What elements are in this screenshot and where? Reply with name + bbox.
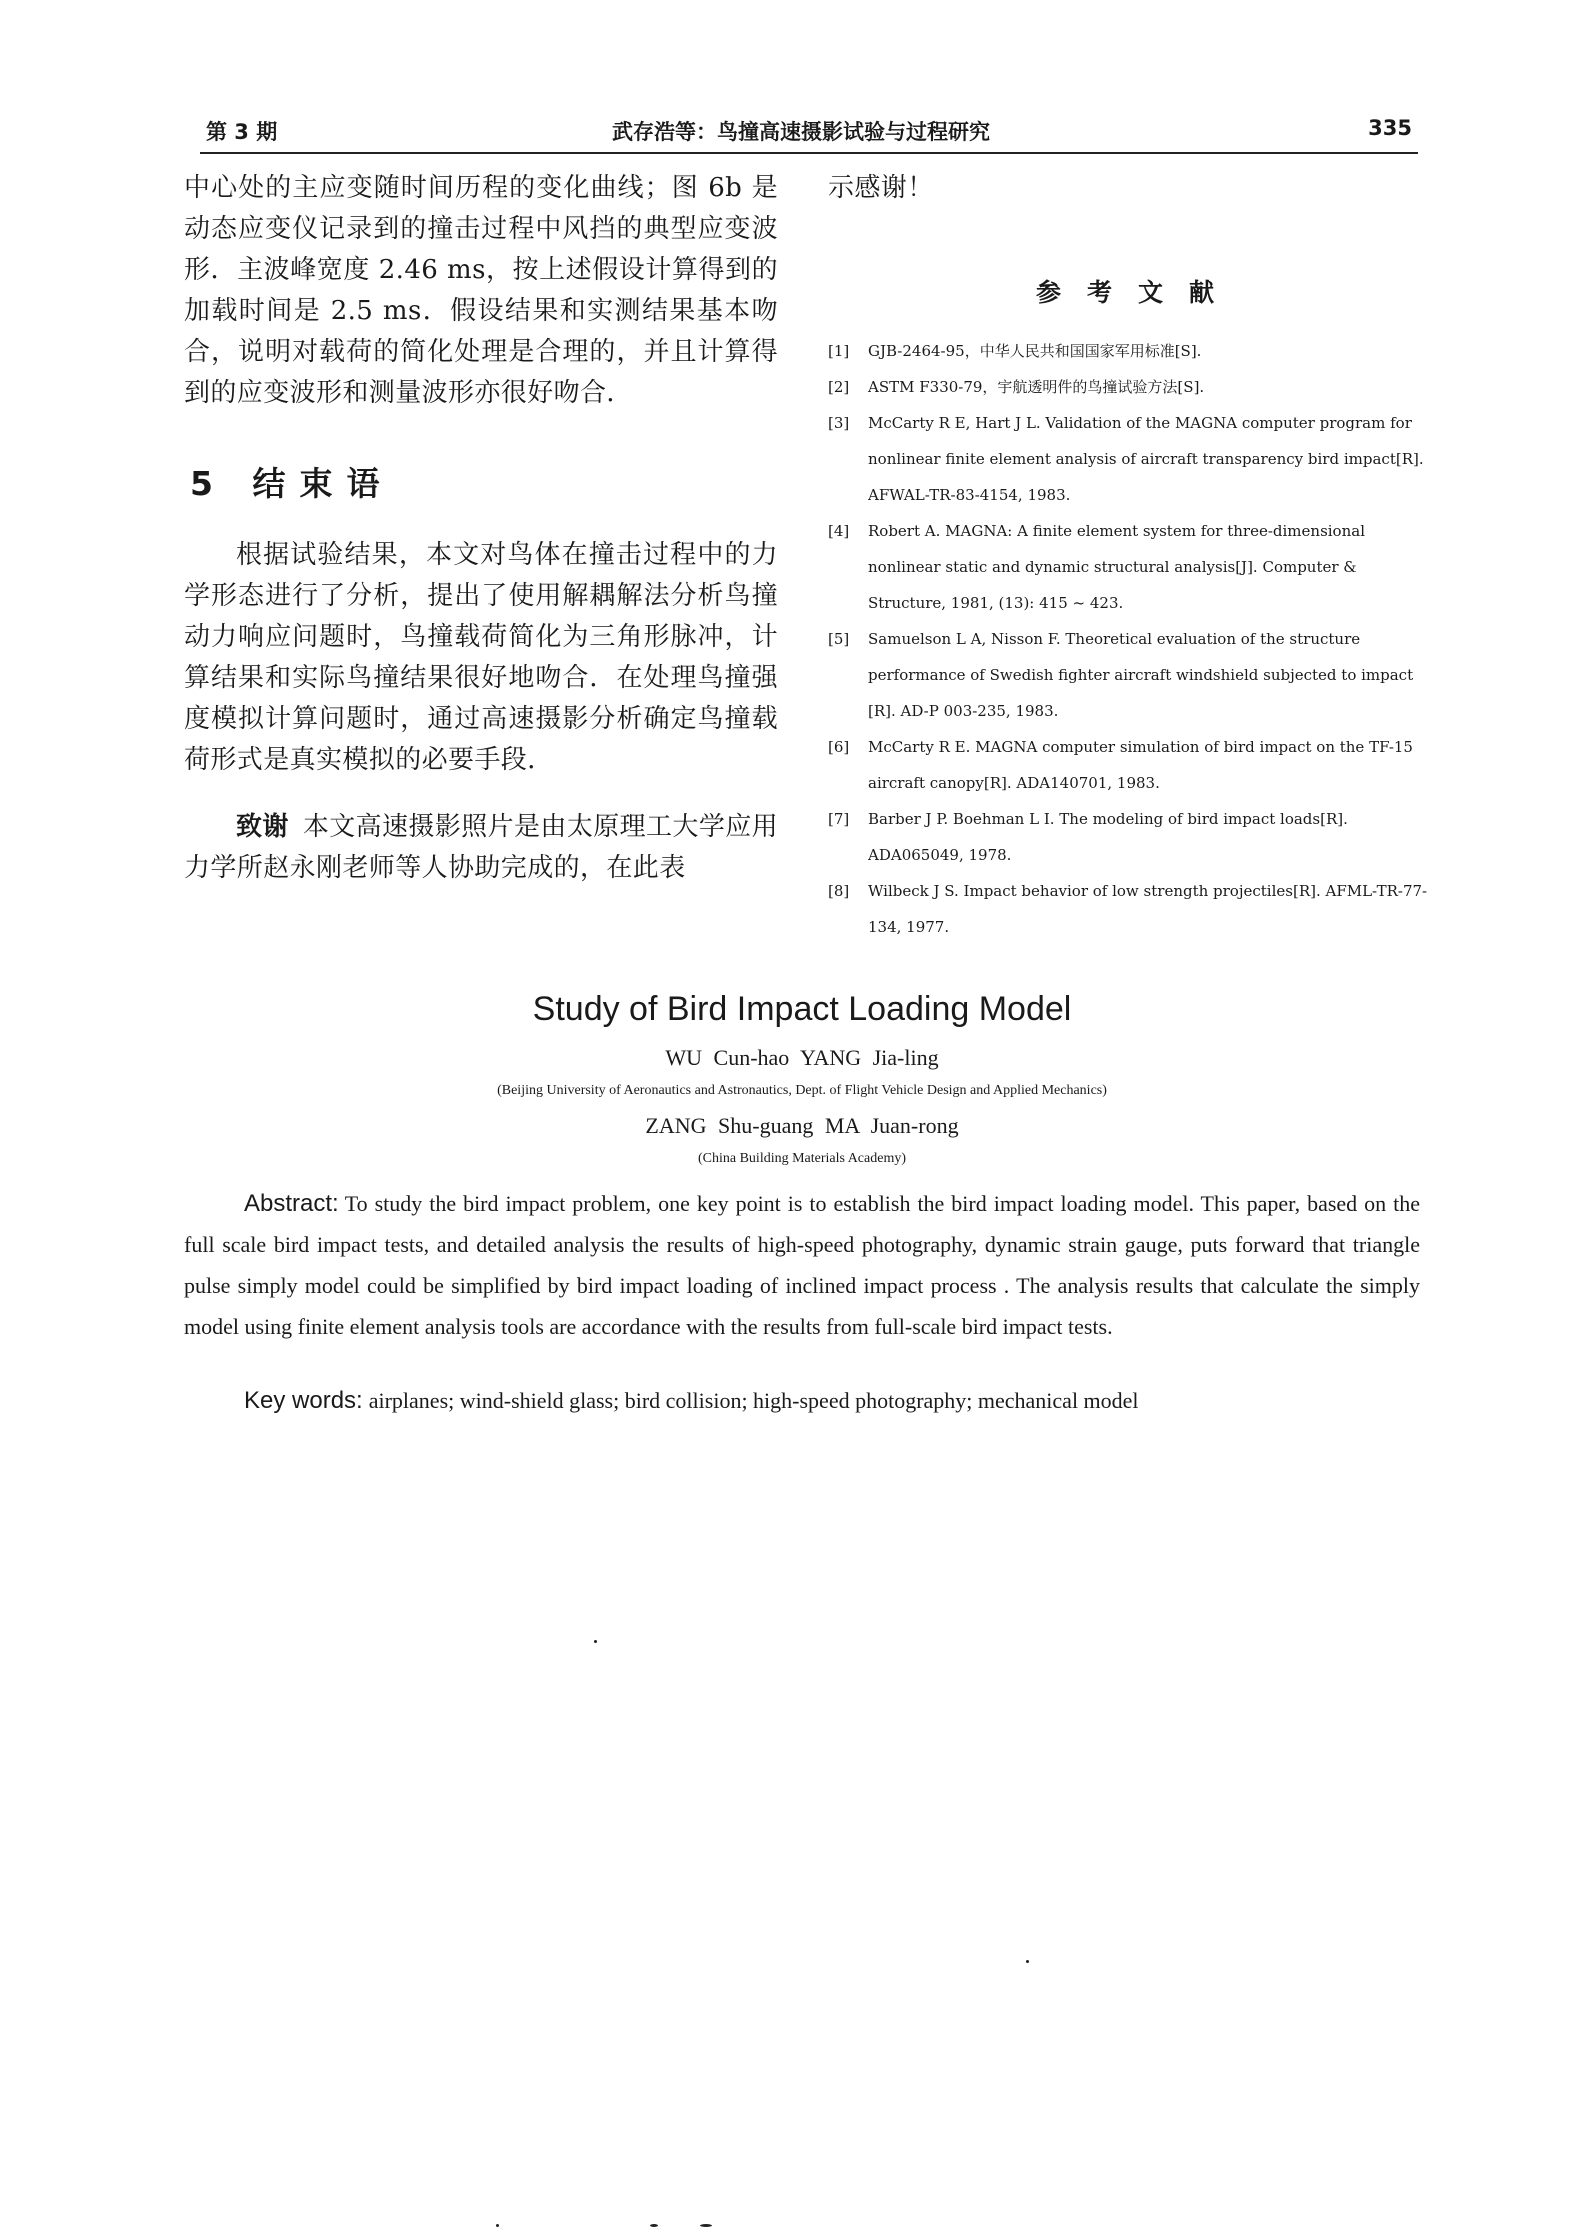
english-abstract-block	[184, 990, 1420, 1415]
reference-number: [7]	[828, 810, 850, 828]
reference-number: [1]	[828, 342, 850, 360]
references-heading: 参考文献	[1035, 278, 1240, 307]
reference-number: [2]	[828, 378, 850, 396]
scan-speck	[496, 2224, 499, 2227]
reference-item	[828, 513, 1432, 621]
reference-number: [4]	[828, 522, 850, 540]
reference-text: McCarty R E. MAGNA computer simulation of bird impact on the TF-15 aircraft canopy[R]. ADA140701, 1983.	[868, 738, 1413, 792]
scan-speck	[1026, 1960, 1029, 1963]
running-header	[200, 112, 1418, 154]
abstract-label: Abstract:	[244, 1190, 339, 1217]
acknowledgement	[184, 807, 778, 889]
reference-text: McCarty R E, Hart J L. Validation of the MAGNA computer program for nonlinear finite element analysis of aircraft transparency bird impact[R]. AFWAL-TR-83-4154, 1983.	[868, 414, 1424, 504]
reference-item	[828, 369, 1432, 405]
page-number: 335	[1368, 116, 1412, 140]
conclusion-paragraph: 根据试验结果，本文对鸟体在撞击过程中的力学形态进行了分析，提出了使用解耦解法分析鸟撞动力响应问题时，鸟撞载荷简化为三角形脉冲，计算结果和实际鸟撞结果很好地吻合．在处理鸟撞强度模拟计算问题时，通过高速摄影分析确定鸟撞载荷形式是真实模拟的必要手段．	[184, 540, 778, 775]
abstract-text: To study the bird impact problem, one key point is to establish the bird impact loading model. This paper, based on the full scale bird impact tests, and detailed analysis the results of high-speed photography, dynamic strain gauge, puts forward that triangle pulse simply model could be simplified by bird impact loading of inclined impact process . The analysis results that calculate the simply model using finite element analysis tools are accordance with the results from full-scale bird impact tests.	[184, 1191, 1420, 1339]
english-title: Study of Bird Impact Loading Model	[532, 990, 1072, 1028]
reference-number: [5]	[828, 630, 850, 648]
reference-number: [8]	[828, 882, 850, 900]
reference-text: GJB-2464-95，中华人民共和国国家军用标准[S].	[868, 342, 1202, 360]
scan-speck	[594, 1640, 597, 1643]
reference-text: Samuelson L A, Nisson F. Theoretical evaluation of the structure performance of Swedish fighter aircraft windshield subjected to impact [R]. AD-P 003-235, 1983.	[868, 630, 1414, 720]
running-title: 武存浩等：鸟撞高速摄影试验与过程研究	[612, 120, 990, 144]
reference-number: [6]	[828, 738, 850, 756]
reference-item	[828, 729, 1432, 801]
english-affiliation-1: (Beijing University of Aeronautics and Astronautics, Dept. of Flight Vehicle Design and Applied Mechanics)	[497, 1083, 1107, 1098]
acknowledgement-continued: 示感谢！	[828, 173, 934, 203]
reference-text: Barber J P. Boehman L I. The modeling of bird impact loads[R]. ADA065049, 1978.	[868, 810, 1348, 864]
english-abstract	[184, 1183, 1420, 1347]
reference-item	[828, 801, 1432, 873]
scan-speck	[700, 2224, 712, 2227]
section-heading-conclusion: 5 结束语	[190, 464, 394, 503]
english-keywords	[244, 1387, 1420, 1415]
reference-item	[828, 405, 1432, 513]
reference-text: Wilbeck J S. Impact behavior of low strength projectiles[R]. AFML-TR-77-134, 1977.	[868, 882, 1428, 936]
keywords-label: Key words:	[244, 1387, 363, 1414]
reference-item	[828, 873, 1432, 945]
english-authors-1: WU Cun-hao YANG Jia-ling	[665, 1045, 939, 1070]
reference-list	[828, 333, 1432, 945]
reference-text: ASTM F330-79，宇航透明件的鸟撞试验方法[S].	[868, 378, 1205, 396]
acknowledgement-label: 致谢	[236, 812, 289, 842]
english-affiliation-2: (China Building Materials Academy)	[697, 1151, 906, 1166]
reference-item	[828, 621, 1432, 729]
reference-number: [3]	[828, 414, 850, 432]
body-paragraph-continued: 中心处的主应变随时间历程的变化曲线；图 6b 是动态应变仪记录到的撞击过程中风挡的典型应变波形．主波峰宽度 2.46 ms，按上述假设计算得到的加载时间是 2.5 ms．假设结果和实测结果基本吻合，说明对载荷的简化处理是合理的，并且计算得到的应变波形和测量波形亦很好吻合．	[184, 173, 778, 408]
reference-item	[828, 333, 1432, 369]
right-column	[828, 168, 1432, 945]
acknowledgement-text: 本文高速摄影照片是由太原理工大学应用力学所赵永刚老师等人协助完成的，在此表	[184, 812, 779, 883]
keywords-text: airplanes; wind-shield glass; bird collision; high-speed photography; mechanical model	[368, 1388, 1139, 1413]
left-column	[184, 168, 778, 889]
reference-text: Robert A. MAGNA: A finite element system for three-dimensional nonlinear static and dynamic structural analysis[J]. Computer & Structure, 1981, (13): 415 ~ 423.	[868, 522, 1365, 612]
english-authors-2: ZANG Shu-guang MA Juan-rong	[645, 1113, 959, 1138]
issue-label: 第 3 期	[206, 120, 278, 144]
scan-speck	[650, 2224, 658, 2227]
